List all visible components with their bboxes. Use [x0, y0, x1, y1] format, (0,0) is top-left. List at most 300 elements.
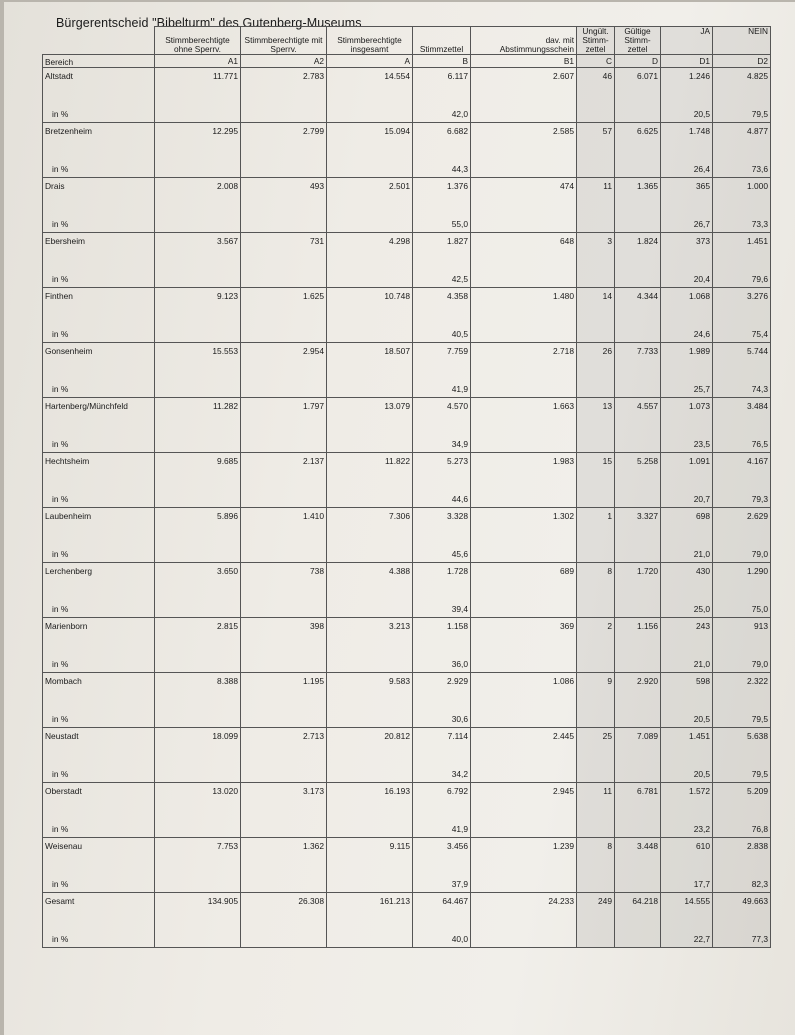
value-cell: 1.246: [661, 68, 713, 99]
empty-cell: [577, 813, 615, 838]
value-cell: 365: [661, 178, 713, 209]
value-cell: 913: [713, 618, 771, 649]
percent-cell: 41,9: [413, 813, 471, 838]
empty-cell: [155, 758, 241, 783]
empty-cell: [615, 648, 661, 673]
percent-cell: 26,4: [661, 153, 713, 178]
empty-cell: [471, 538, 577, 563]
empty-cell: [327, 868, 413, 893]
value-cell: 6.625: [615, 123, 661, 154]
value-cell: 2.607: [471, 68, 577, 99]
value-cell: 2.585: [471, 123, 577, 154]
district-name: Drais: [43, 178, 155, 209]
value-cell: 1.365: [615, 178, 661, 209]
column-header: Stimmberechtigte mit Sperrv.: [241, 27, 327, 55]
percent-cell: 34,2: [413, 758, 471, 783]
district-name: Altstadt: [43, 68, 155, 99]
percent-cell: 20,5: [661, 703, 713, 728]
column-code: D1: [661, 55, 713, 68]
percent-row: [43, 703, 771, 728]
percent-row: [43, 428, 771, 453]
value-cell: 430: [661, 563, 713, 594]
empty-cell: [155, 813, 241, 838]
empty-cell: [615, 538, 661, 563]
value-cell: 1.091: [661, 453, 713, 484]
empty-cell: [471, 483, 577, 508]
column-header: Ungült. Stimm-zettel: [577, 27, 615, 55]
empty-cell: [577, 373, 615, 398]
value-cell: 15: [577, 453, 615, 484]
empty-cell: [241, 483, 327, 508]
value-cell: 3.650: [155, 563, 241, 594]
value-cell: 2.815: [155, 618, 241, 649]
value-cell: 5.273: [413, 453, 471, 484]
percent-cell: 42,5: [413, 263, 471, 288]
value-cell: 7.114: [413, 728, 471, 759]
value-cell: 1.086: [471, 673, 577, 704]
empty-cell: [155, 648, 241, 673]
empty-cell: [577, 923, 615, 948]
percent-label: in %: [43, 98, 155, 123]
value-cell: 698: [661, 508, 713, 539]
percent-cell: 79,0: [713, 648, 771, 673]
empty-cell: [155, 208, 241, 233]
empty-cell: [155, 703, 241, 728]
empty-cell: [577, 538, 615, 563]
empty-cell: [241, 758, 327, 783]
empty-cell: [577, 98, 615, 123]
percent-label: in %: [43, 813, 155, 838]
value-cell: 3.276: [713, 288, 771, 319]
value-cell: 9.123: [155, 288, 241, 319]
value-cell: 2.929: [413, 673, 471, 704]
district-name: Gesamt: [43, 893, 155, 924]
value-cell: 7.306: [327, 508, 413, 539]
value-cell: 9.115: [327, 838, 413, 869]
empty-cell: [155, 318, 241, 343]
value-cell: 6.117: [413, 68, 471, 99]
percent-label: in %: [43, 263, 155, 288]
empty-cell: [241, 208, 327, 233]
empty-cell: [327, 428, 413, 453]
column-code: D: [615, 55, 661, 68]
value-cell: 14.554: [327, 68, 413, 99]
value-cell: 13.020: [155, 783, 241, 814]
column-header: dav. mit Abstimmungsschein: [471, 27, 577, 55]
value-cell: 6.682: [413, 123, 471, 154]
value-cell: 610: [661, 838, 713, 869]
empty-cell: [615, 703, 661, 728]
value-cell: 161.213: [327, 893, 413, 924]
value-cell: 2.945: [471, 783, 577, 814]
district-name: Gonsenheim: [43, 343, 155, 374]
table-row: [43, 893, 771, 924]
empty-cell: [155, 263, 241, 288]
header-corner: [43, 27, 155, 55]
value-cell: 1.827: [413, 233, 471, 264]
value-cell: 3.328: [413, 508, 471, 539]
value-cell: 14: [577, 288, 615, 319]
table-row: [43, 563, 771, 594]
value-cell: 1.983: [471, 453, 577, 484]
empty-cell: [471, 428, 577, 453]
value-cell: 731: [241, 233, 327, 264]
value-cell: 689: [471, 563, 577, 594]
value-cell: 64.218: [615, 893, 661, 924]
percent-cell: 73,6: [713, 153, 771, 178]
value-cell: 2.445: [471, 728, 577, 759]
percent-label: in %: [43, 758, 155, 783]
percent-row: [43, 923, 771, 948]
value-cell: 11.771: [155, 68, 241, 99]
percent-row: [43, 593, 771, 618]
value-cell: 5.896: [155, 508, 241, 539]
percent-row: [43, 208, 771, 233]
value-cell: 14.555: [661, 893, 713, 924]
empty-cell: [615, 208, 661, 233]
percent-cell: 79,5: [713, 98, 771, 123]
value-cell: 1.410: [241, 508, 327, 539]
empty-cell: [327, 758, 413, 783]
value-cell: 369: [471, 618, 577, 649]
value-cell: 1.625: [241, 288, 327, 319]
value-cell: 1.728: [413, 563, 471, 594]
percent-label: in %: [43, 483, 155, 508]
percent-cell: 55,0: [413, 208, 471, 233]
percent-cell: 77,3: [713, 923, 771, 948]
percent-row: [43, 98, 771, 123]
district-name: Hartenberg/Münchfeld: [43, 398, 155, 429]
value-cell: 1.663: [471, 398, 577, 429]
empty-cell: [241, 648, 327, 673]
value-cell: 26.308: [241, 893, 327, 924]
percent-cell: 76,5: [713, 428, 771, 453]
percent-cell: 39,4: [413, 593, 471, 618]
table-row: [43, 728, 771, 759]
value-cell: 3.448: [615, 838, 661, 869]
empty-cell: [241, 153, 327, 178]
percent-cell: 20,5: [661, 98, 713, 123]
value-cell: 2.838: [713, 838, 771, 869]
percent-label: in %: [43, 538, 155, 563]
district-name: Oberstadt: [43, 783, 155, 814]
value-cell: 1.451: [713, 233, 771, 264]
value-cell: 398: [241, 618, 327, 649]
percent-row: [43, 758, 771, 783]
value-cell: 5.638: [713, 728, 771, 759]
value-cell: 3: [577, 233, 615, 264]
value-cell: 1.073: [661, 398, 713, 429]
value-cell: 4.557: [615, 398, 661, 429]
value-cell: 4.298: [327, 233, 413, 264]
empty-cell: [155, 98, 241, 123]
value-cell: 4.877: [713, 123, 771, 154]
column-code: A: [327, 55, 413, 68]
table-row: [43, 508, 771, 539]
percent-label: in %: [43, 153, 155, 178]
empty-cell: [577, 758, 615, 783]
percent-cell: 23,2: [661, 813, 713, 838]
empty-cell: [577, 318, 615, 343]
empty-cell: [471, 593, 577, 618]
percent-cell: 34,9: [413, 428, 471, 453]
value-cell: 12.295: [155, 123, 241, 154]
table-row: [43, 68, 771, 99]
empty-cell: [471, 648, 577, 673]
column-code: B1: [471, 55, 577, 68]
value-cell: 1.376: [413, 178, 471, 209]
header-row: [43, 27, 771, 55]
empty-cell: [327, 648, 413, 673]
percent-cell: 79,5: [713, 758, 771, 783]
percent-label: in %: [43, 318, 155, 343]
percent-cell: 20,5: [661, 758, 713, 783]
value-cell: 4.167: [713, 453, 771, 484]
table-row: [43, 618, 771, 649]
value-cell: 9: [577, 673, 615, 704]
column-code: A1: [155, 55, 241, 68]
value-cell: 2.799: [241, 123, 327, 154]
value-cell: 474: [471, 178, 577, 209]
district-name: Finthen: [43, 288, 155, 319]
value-cell: 648: [471, 233, 577, 264]
percent-cell: 79,6: [713, 263, 771, 288]
column-header: Stimmberechtigte insgesamt: [327, 27, 413, 55]
empty-cell: [471, 868, 577, 893]
value-cell: 1.720: [615, 563, 661, 594]
value-cell: 738: [241, 563, 327, 594]
value-cell: 249: [577, 893, 615, 924]
empty-cell: [327, 208, 413, 233]
percent-cell: 24,6: [661, 318, 713, 343]
district-name: Neustadt: [43, 728, 155, 759]
value-cell: 11: [577, 178, 615, 209]
value-cell: 493: [241, 178, 327, 209]
value-cell: 243: [661, 618, 713, 649]
code-row: [43, 55, 771, 68]
percent-cell: 73,3: [713, 208, 771, 233]
value-cell: 3.567: [155, 233, 241, 264]
percent-cell: 25,0: [661, 593, 713, 618]
percent-row: [43, 648, 771, 673]
empty-cell: [615, 153, 661, 178]
percent-cell: 75,4: [713, 318, 771, 343]
value-cell: 13: [577, 398, 615, 429]
empty-cell: [241, 813, 327, 838]
percent-cell: 20,7: [661, 483, 713, 508]
value-cell: 2.920: [615, 673, 661, 704]
value-cell: 2.501: [327, 178, 413, 209]
percent-cell: 21,0: [661, 648, 713, 673]
empty-cell: [241, 538, 327, 563]
document-page: [4, 2, 795, 1035]
empty-cell: [471, 208, 577, 233]
value-cell: 7.753: [155, 838, 241, 869]
percent-cell: 42,0: [413, 98, 471, 123]
percent-row: [43, 373, 771, 398]
percent-cell: 45,6: [413, 538, 471, 563]
district-name: Ebersheim: [43, 233, 155, 264]
empty-cell: [241, 428, 327, 453]
district-name: Hechtsheim: [43, 453, 155, 484]
percent-label: in %: [43, 208, 155, 233]
empty-cell: [577, 263, 615, 288]
table-row: [43, 288, 771, 319]
value-cell: 7.759: [413, 343, 471, 374]
percent-label: in %: [43, 428, 155, 453]
empty-cell: [327, 538, 413, 563]
empty-cell: [577, 703, 615, 728]
column-header: Gültige Stimm-zettel: [615, 27, 661, 55]
value-cell: 1.748: [661, 123, 713, 154]
value-cell: 373: [661, 233, 713, 264]
value-cell: 20.812: [327, 728, 413, 759]
value-cell: 2.783: [241, 68, 327, 99]
empty-cell: [577, 648, 615, 673]
value-cell: 5.744: [713, 343, 771, 374]
district-name: Laubenheim: [43, 508, 155, 539]
empty-cell: [615, 263, 661, 288]
column-code: D2: [713, 55, 771, 68]
empty-cell: [155, 428, 241, 453]
percent-cell: 76,8: [713, 813, 771, 838]
empty-cell: [615, 593, 661, 618]
value-cell: 8.388: [155, 673, 241, 704]
value-cell: 15.553: [155, 343, 241, 374]
value-cell: 1.451: [661, 728, 713, 759]
percent-cell: 37,9: [413, 868, 471, 893]
value-cell: 57: [577, 123, 615, 154]
table-row: [43, 783, 771, 814]
empty-cell: [471, 153, 577, 178]
empty-cell: [577, 153, 615, 178]
value-cell: 10.748: [327, 288, 413, 319]
percent-cell: 23,5: [661, 428, 713, 453]
empty-cell: [615, 428, 661, 453]
empty-cell: [155, 538, 241, 563]
table-row: [43, 343, 771, 374]
value-cell: 6.792: [413, 783, 471, 814]
empty-cell: [615, 868, 661, 893]
value-cell: 2.713: [241, 728, 327, 759]
value-cell: 8: [577, 838, 615, 869]
value-cell: 11.822: [327, 453, 413, 484]
empty-cell: [241, 98, 327, 123]
percent-cell: 75,0: [713, 593, 771, 618]
empty-cell: [577, 593, 615, 618]
value-cell: 6.071: [615, 68, 661, 99]
value-cell: 11: [577, 783, 615, 814]
empty-cell: [615, 318, 661, 343]
value-cell: 3.327: [615, 508, 661, 539]
value-cell: 2.718: [471, 343, 577, 374]
value-cell: 1.156: [615, 618, 661, 649]
empty-cell: [615, 813, 661, 838]
percent-label: in %: [43, 703, 155, 728]
percent-cell: 26,7: [661, 208, 713, 233]
empty-cell: [241, 703, 327, 728]
value-cell: 24.233: [471, 893, 577, 924]
percent-cell: 82,3: [713, 868, 771, 893]
value-cell: 1: [577, 508, 615, 539]
column-code: B: [413, 55, 471, 68]
value-cell: 18.507: [327, 343, 413, 374]
table-row: [43, 123, 771, 154]
empty-cell: [327, 153, 413, 178]
percent-cell: 41,9: [413, 373, 471, 398]
table-row: [43, 673, 771, 704]
value-cell: 1.290: [713, 563, 771, 594]
value-cell: 15.094: [327, 123, 413, 154]
value-cell: 7.089: [615, 728, 661, 759]
value-cell: 4.388: [327, 563, 413, 594]
table-row: [43, 178, 771, 209]
percent-cell: 20,4: [661, 263, 713, 288]
empty-cell: [155, 593, 241, 618]
empty-cell: [327, 813, 413, 838]
empty-cell: [155, 923, 241, 948]
district-name: Marienborn: [43, 618, 155, 649]
value-cell: 5.258: [615, 453, 661, 484]
empty-cell: [155, 483, 241, 508]
percent-cell: 22,7: [661, 923, 713, 948]
value-cell: 46: [577, 68, 615, 99]
empty-cell: [241, 593, 327, 618]
table-body: [43, 68, 771, 948]
percent-label: in %: [43, 373, 155, 398]
empty-cell: [241, 923, 327, 948]
empty-cell: [615, 373, 661, 398]
empty-cell: [327, 923, 413, 948]
value-cell: 1.989: [661, 343, 713, 374]
value-cell: 1.302: [471, 508, 577, 539]
percent-row: [43, 538, 771, 563]
district-name: Mombach: [43, 673, 155, 704]
empty-cell: [327, 593, 413, 618]
empty-cell: [471, 758, 577, 783]
empty-cell: [155, 153, 241, 178]
page-title: Bürgerentscheid "Bibelturm" des Gutenberg-Museums: [56, 16, 362, 30]
percent-cell: 44,3: [413, 153, 471, 178]
value-cell: 7.733: [615, 343, 661, 374]
value-cell: 4.825: [713, 68, 771, 99]
percent-row: [43, 318, 771, 343]
value-cell: 3.484: [713, 398, 771, 429]
value-cell: 3.173: [241, 783, 327, 814]
empty-cell: [615, 758, 661, 783]
value-cell: 9.685: [155, 453, 241, 484]
table-row: [43, 233, 771, 264]
column-header: JA: [661, 27, 713, 55]
value-cell: 6.781: [615, 783, 661, 814]
value-cell: 1.572: [661, 783, 713, 814]
value-cell: 598: [661, 673, 713, 704]
value-cell: 64.467: [413, 893, 471, 924]
value-cell: 18.099: [155, 728, 241, 759]
empty-cell: [471, 923, 577, 948]
results-table: [42, 26, 771, 948]
value-cell: 1.068: [661, 288, 713, 319]
percent-cell: 25,7: [661, 373, 713, 398]
table-row: [43, 838, 771, 869]
column-header: NEIN: [713, 27, 771, 55]
value-cell: 2.322: [713, 673, 771, 704]
empty-cell: [471, 318, 577, 343]
empty-cell: [471, 373, 577, 398]
empty-cell: [241, 263, 327, 288]
percent-cell: 40,5: [413, 318, 471, 343]
percent-row: [43, 153, 771, 178]
